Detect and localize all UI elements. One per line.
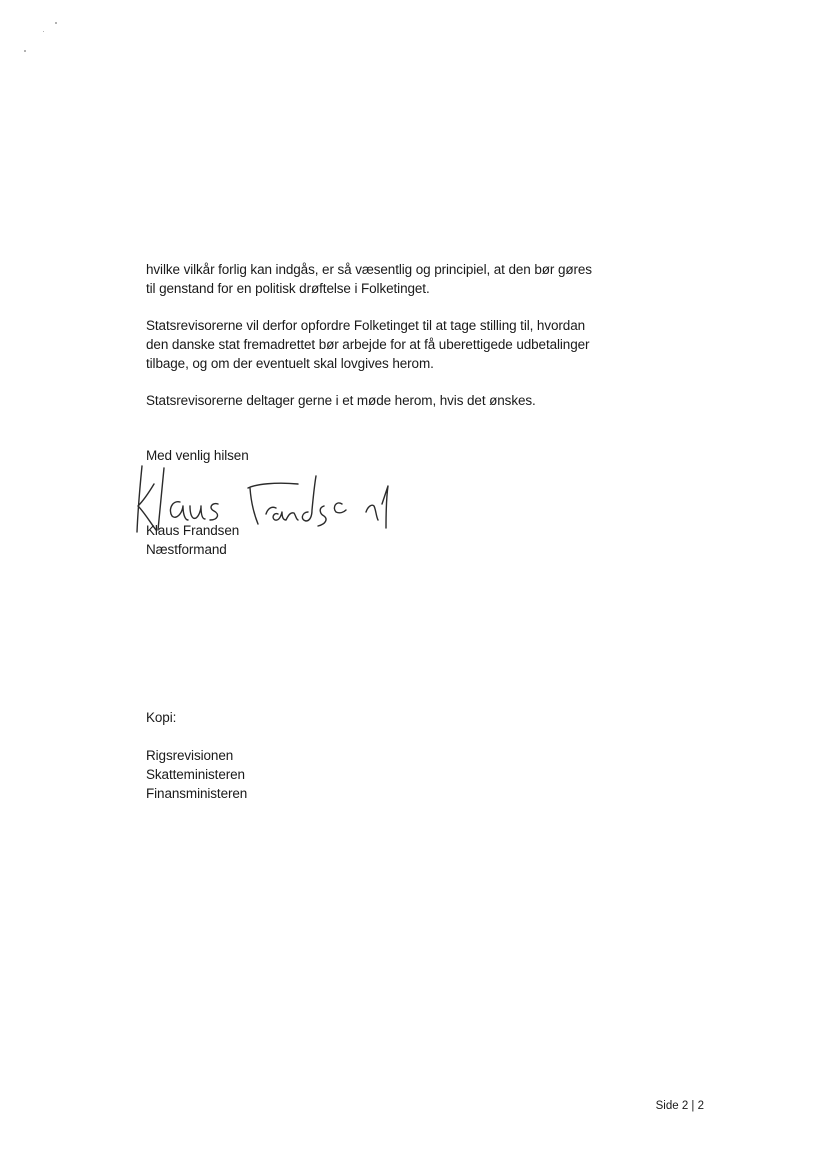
paragraph-line: hvilke vilkår forlig kan indgås, er så væsentlig og principiel, at den bør gøres — [146, 262, 592, 277]
paragraph-line: Statsrevisorerne deltager gerne i et møde herom, hvis det ønskes. — [146, 393, 536, 408]
copy-recipient-list — [146, 746, 247, 803]
body-paragraph-3 — [146, 391, 536, 410]
scan-speck — [43, 31, 44, 32]
body-paragraph-2 — [146, 316, 589, 373]
copy-recipient: Finansministeren — [146, 786, 248, 801]
signer-name: Klaus Frandsen — [146, 523, 240, 538]
paragraph-line: den danske stat fremadrettet bør arbejde for at få uberettigede udbetalinger — [146, 337, 590, 352]
signer-title: Næstformand — [146, 542, 227, 557]
copy-recipient: Skatteministeren — [146, 767, 245, 782]
scan-speck — [55, 22, 57, 24]
copy-recipient: Rigsrevisionen — [146, 748, 234, 763]
paragraph-line: tilbage, og om der eventuelt skal lovgives herom. — [146, 356, 434, 371]
copy-label: Kopi: — [146, 710, 177, 725]
paragraph-line: Statsrevisorerne vil derfor opfordre Folketinget til at tage stilling til, hvordan — [146, 318, 586, 333]
scan-speck — [24, 50, 26, 52]
paragraph-line: til genstand for en politisk drøftelse i Folketinget. — [146, 281, 430, 296]
page-number: Side 2 | 2 — [655, 1100, 704, 1112]
closing-salutation: Med venlig hilsen — [146, 448, 249, 463]
body-paragraph-1 — [146, 260, 592, 298]
